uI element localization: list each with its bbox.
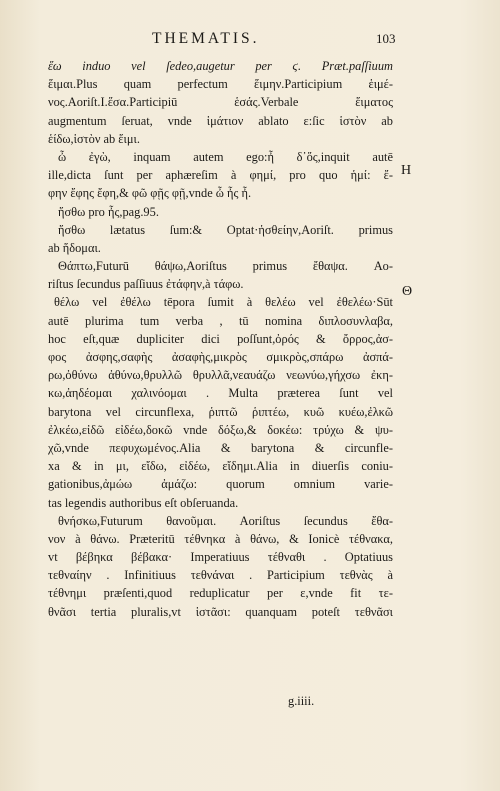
text-line: barytona vel circunflexa, ῥιπτῶ ῥιπτέω, κυῶ κυέω,ἐλκῶ <box>48 404 393 419</box>
text-line: τέθνημι præſenti,quod reduplicatur per ε,vnde fit τε- <box>48 586 393 601</box>
text-line: τεθναίην . Infinitiuus τεθνάναι . Participium τεθνὰς à <box>48 568 393 583</box>
text-line: ἕω induo vel ſedeo,augetur per ϛ. Præt.paſſiuum <box>48 59 393 73</box>
text-line: xa & in μι, εἴδω, εἰδέω, εἴδημι.Alia in diuerſis coniu- <box>48 459 393 474</box>
text-line: κω,ἀηδέομαι χαλινόομαι . Multa præterea ſunt vel <box>48 386 393 401</box>
page-number: 103 <box>376 31 396 46</box>
signature-mark: g.iiii. <box>288 694 315 708</box>
text-line: νος.Aoriſt.I.ἕσα.Participiū ἑσάς.Verbale ἕιματος <box>48 95 393 110</box>
text-line: ἥσθω pro ἦς,pag.95. <box>58 204 159 219</box>
text-line: θέλω vel ἐθέλω tēpora ſumit à θελέω vel ἐθελέω·Sūt <box>54 295 393 310</box>
text-line: riſtus ſecundus paſſiuus ἐτάφην,à τάφω. <box>48 277 244 292</box>
text-line: νον à θάνω. Præteritū τέθνηκα à θάνω, & Ionicè τέθνακα, <box>48 531 393 546</box>
text-line: tas legendis authoribus eſt obſeruanda. <box>48 495 239 510</box>
text-line: ὦ ἐγὼ, inquam autem ego:ἦ δ᾽ὅς,inquit autē <box>58 149 393 164</box>
text-line: ἥσθω lætatus ſum:& Optat·ἡσθείην,Aoriſt. primus <box>58 222 393 237</box>
running-title: THEMATIS. <box>152 30 260 47</box>
margin-letter-eta: H <box>401 163 412 178</box>
text-line: θνᾶσι tertia pluralis,vt ἱστᾶσι: quanquam poteſt τεθνᾶσι <box>48 604 393 619</box>
text-line: vt βέβηκα βέβακα· Imperatiuus τέθναθι . Optatiuus <box>48 550 393 565</box>
text-line: χῶ,vnde πεφυχωμένος.Alia & barytona & circunfle- <box>48 440 393 455</box>
text-line: gationibus,ἀμώω ἀμάζω: quorum omnium varie- <box>48 477 393 492</box>
text-line: ἑίδω,ἱστὸν ab ἕιμι. <box>48 131 140 146</box>
text-line: Θάπτω,Futurū θάψω,Aoriſtus primus ἔθαψα. Ao- <box>58 259 393 274</box>
text-line: ille,dicta ſunt per aphæreſim à φημί, pro quo ἡμί: ἔ- <box>48 168 393 183</box>
text-line: φος ἀσφης,σαφὴς ἀσαφὴς,μικρὸς σμικρὸς,σπάρω ἀσπά- <box>48 350 393 364</box>
text-line: ἐλκέω,εἰδῶ εἰδέω,δοκῶ vnde δόξω,& δοκέω: τρύχω & ψυ- <box>48 422 393 437</box>
body-text <box>48 57 393 621</box>
text-line: ἕιμαι.Plus quam perfectum ἕιμην.Participium ἑιμέ- <box>48 77 393 92</box>
text-line: θνήσκω,Futurum θανοῦμαι. Aoriſtus ſecundus ἔθα- <box>58 513 393 528</box>
text-line: augmentum ſeruat, vnde ἱμάτιον ablato ε:ſic ἱστὸν ab <box>48 113 393 128</box>
text-line: φην ἔφης ἔφη,& φῶ φῇς φῇ,vnde ὦ ἦς ἦ. <box>48 186 252 201</box>
text-line: ab ἥδομαι. <box>48 240 101 255</box>
text-line: hoc eſt,quæ dupliciter dici poſſunt,ὀρός & ὄρρος,ἀσ- <box>48 331 393 346</box>
margin-letter-theta: Θ <box>402 284 413 299</box>
text-line: ρω,ὀθύνω ἀθύνω,θρυλλῶ θρυλλᾶ,νεαυάζω νεωνύω,γήχσω ἐκη- <box>48 368 393 383</box>
page-header <box>0 30 500 50</box>
text-line: autē plurima tum verba , tū nomina διπλοσυνλαβα, <box>48 313 393 328</box>
